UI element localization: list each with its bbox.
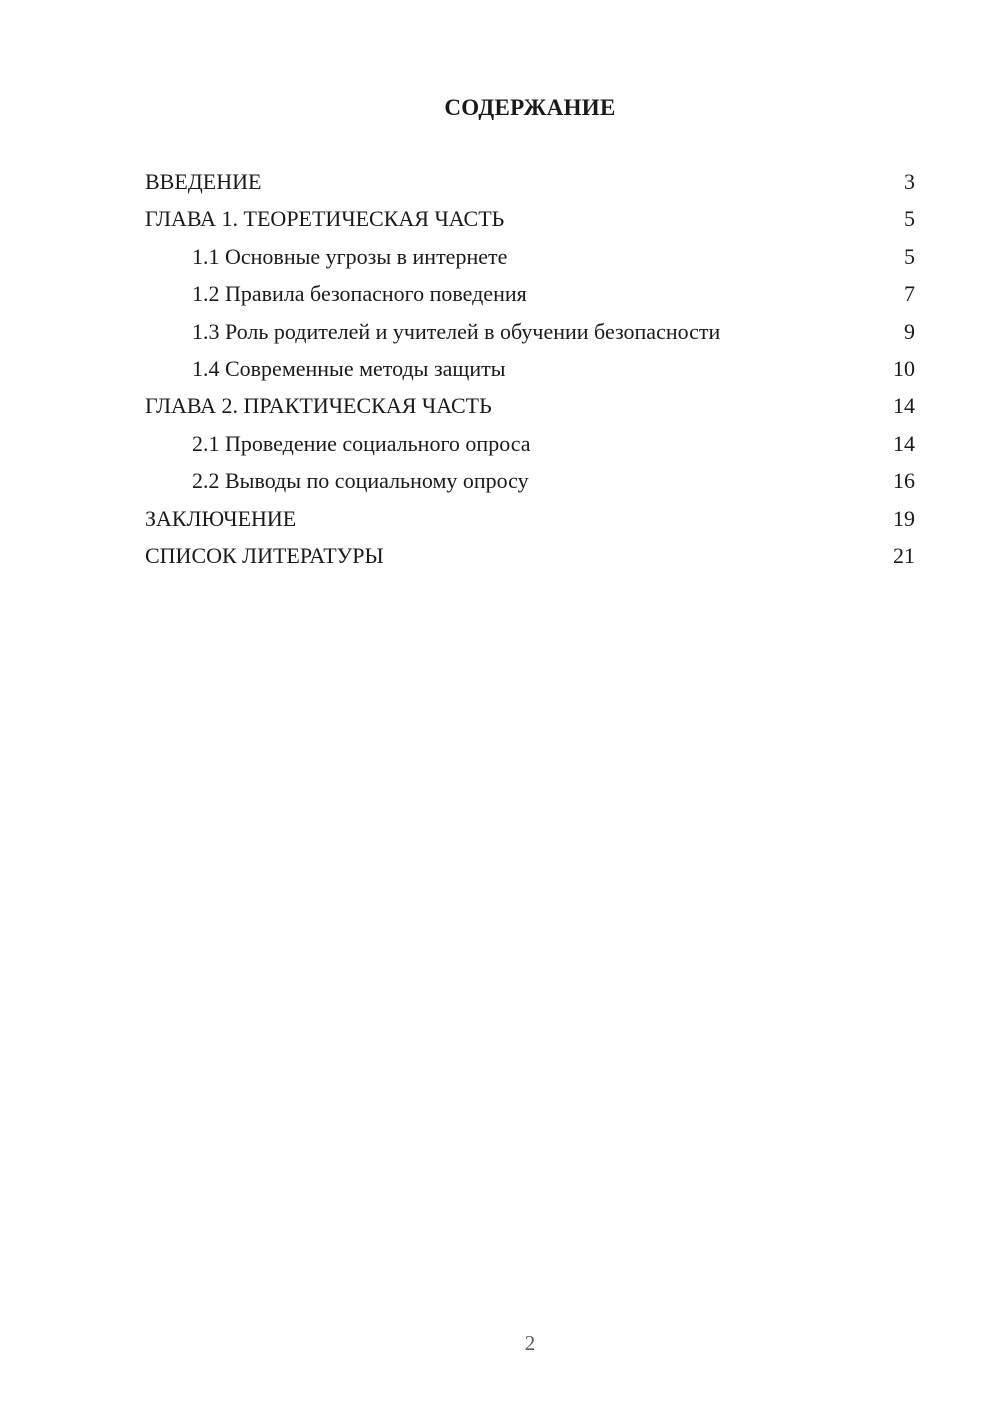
toc-entry-introduction [145, 163, 915, 200]
toc-entry-conclusion [145, 500, 915, 537]
toc-entry-page-number: 16 [893, 468, 915, 494]
toc-entry-label: 1.4 Современные методы защиты [192, 356, 506, 382]
footer-page-number: 2 [524, 1331, 536, 1355]
page-title: СОДЕРЖАНИЕ [444, 95, 616, 120]
toc-entry-page-number: 14 [893, 430, 915, 456]
toc-entry-label: СПИСОК ЛИТЕРАТУРЫ [145, 543, 384, 569]
toc-entry-label: ЗАКЛЮЧЕНИЕ [145, 505, 297, 531]
toc-entry-label: ВВЕДЕНИЕ [145, 169, 262, 194]
toc-entry-section-2-1 [145, 425, 915, 462]
toc-entry-chapter-2 [145, 387, 915, 424]
toc-entry-label: ГЛАВА 2. ПРАКТИЧЕСКАЯ ЧАСТЬ [145, 393, 492, 419]
toc-entry-page-number: 3 [904, 169, 915, 194]
toc-entry-page-number: 9 [904, 318, 915, 344]
toc-entry-page-number: 5 [904, 243, 915, 269]
toc-entry-page-number: 19 [893, 505, 915, 531]
toc-entry-section-1-1 [145, 238, 915, 275]
toc-entry-section-1-3 [145, 313, 915, 350]
toc-entry-label: 1.3 Роль родителей и учителей в обучении безопасности [192, 318, 721, 344]
toc-entry-page-number: 7 [904, 281, 915, 307]
toc-entry-label: ГЛАВА 1. ТЕОРЕТИЧЕСКАЯ ЧАСТЬ [145, 206, 505, 232]
toc-entry-chapter-1 [145, 200, 915, 237]
toc-entry-page-number: 5 [904, 206, 915, 232]
toc-entry-page-number: 21 [893, 543, 915, 569]
toc-entry-page-number: 14 [893, 393, 915, 419]
toc-entry-bibliography [145, 537, 915, 574]
toc-entry-label: 1.1 Основные угрозы в интернете [192, 243, 508, 269]
toc-entry-section-1-4 [145, 350, 915, 387]
table-of-contents [145, 163, 915, 574]
toc-entry-label: 2.1 Проведение социального опроса [192, 430, 531, 456]
toc-entry-section-1-2 [145, 275, 915, 312]
toc-entry-page-number: 10 [893, 356, 915, 382]
toc-entry-section-2-2 [145, 462, 915, 499]
toc-entry-label: 2.2 Выводы по социальному опросу [192, 468, 529, 494]
toc-entry-label: 1.2 Правила безопасного поведения [192, 281, 527, 307]
